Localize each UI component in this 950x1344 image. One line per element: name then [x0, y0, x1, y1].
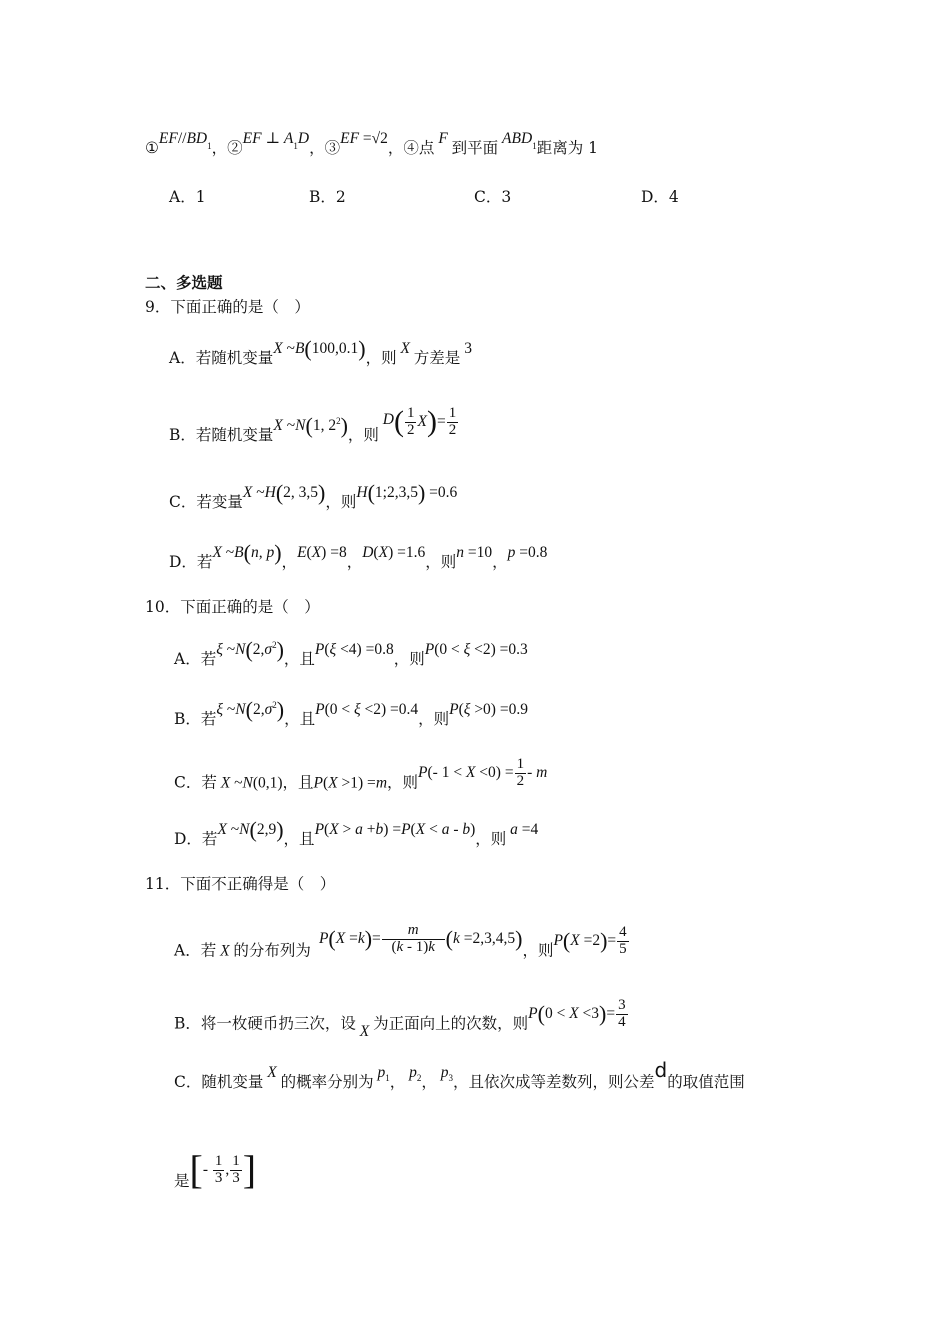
q9-option-d[interactable]: D．若X ~B(n, p)，E(X) =8，D(X) =1.6，则n =10，p =0.8	[169, 540, 548, 572]
q11-option-b[interactable]: B．将一枚硬币扔三次，设 X 为正面向上的次数，则P(0 < X <3)= $\frac{3}{4}$	[174, 997, 626, 1041]
q11-option-a[interactable]: A．若 X 的分布列为P(X =k)= $\frac{m}{(k - 1)k}$ (k =2,3,4,5)，则P(X =2)= $\frac{4}{5}$	[174, 922, 627, 960]
q11-option-c[interactable]: C．随机变量 X 的概率分别为 $p_1$， $p_2$， $p_3$，且依次成等差数列，则公差d的取值范围	[174, 1058, 745, 1091]
section-heading: 二、多选题	[145, 273, 223, 292]
q11-stem: 11．下面不正确得是（ ）	[145, 875, 336, 893]
q11-option-c-tail: 是[- $\frac{1}{3}$ , $\frac{1}{3}$ ]	[174, 1147, 257, 1192]
q10-option-d[interactable]: D．若X ~N(2,9)，且P(X > a +b) =P(X < a - b)，则 a =4	[174, 817, 539, 849]
q8-option-a[interactable]: A．1	[169, 188, 206, 206]
q9-option-a[interactable]: A．若随机变量X ~B(100,0.1)，则 X 方差是 3	[169, 336, 472, 368]
q8-option-c[interactable]: C．3	[474, 188, 512, 206]
q8-option-d[interactable]: D．4	[641, 188, 679, 206]
q8-option-b[interactable]: B．2	[309, 188, 346, 206]
q8-statements-render: ①EF/$/BD_1$，②EF ⊥ $A_1D$，③EF =√2，④点 F 到平面 $ABD_1$距离为 1	[145, 130, 598, 157]
q10-option-a[interactable]: A．若ξ $\sim N(2,\sigma^2)$，且P(ξ <4) =0.8，则P(0 < ξ <2) =0.3	[174, 637, 528, 669]
q10-option-c[interactable]: C．若 X ~N(0,1)，且P(X >1) =m，则P(- 1 < X <0) = $\frac{1}{2}$ - m	[174, 756, 548, 792]
q9-option-b[interactable]: B．若随机变量X ~N(1, $2^2$)，则 D( $\frac{1}{2}$ X)= $\frac{1}{2}$	[169, 404, 457, 444]
q9-stem: 9．下面正确的是（ ）	[145, 298, 310, 316]
q10-stem: 10．下面正确的是（ ）	[145, 598, 320, 616]
q10-option-b[interactable]: B．若ξ $\sim N(2,\sigma^2)$，且P(0 < ξ <2) =0.4，则P(ξ >0) =0.9	[174, 697, 528, 729]
q9-option-c[interactable]: C．若变量X ~H(2, 3,5)，则H(1;2,3,5) =0.6	[169, 480, 458, 512]
